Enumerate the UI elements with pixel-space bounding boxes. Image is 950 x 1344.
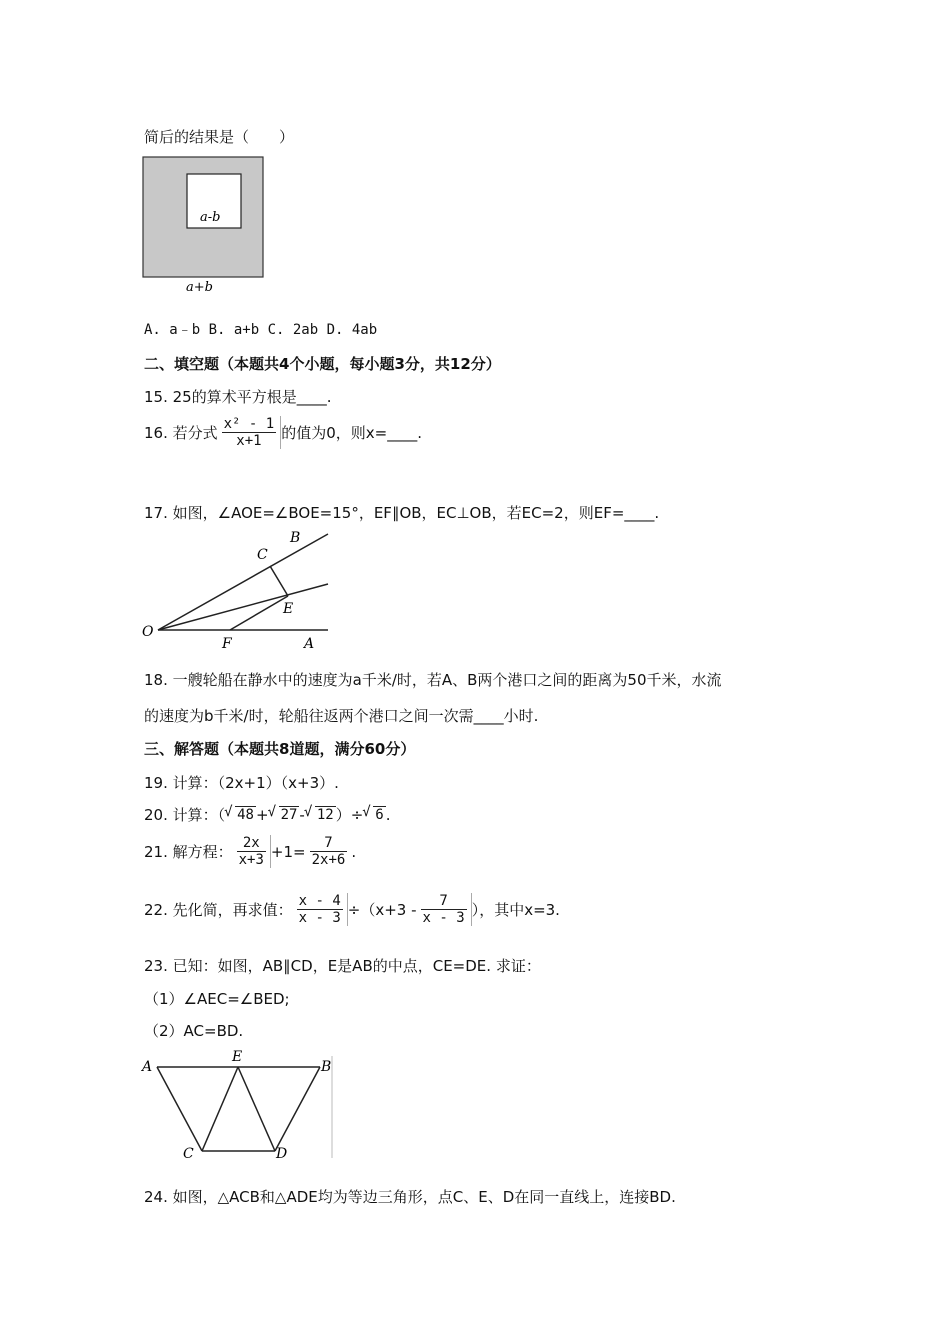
q17-angle-figure xyxy=(140,526,332,654)
q22-denominator-left: x - 3 xyxy=(298,910,341,926)
q20-sqrt-48: √ 48 xyxy=(235,806,256,823)
q14-square-figure xyxy=(142,156,267,296)
segment-ec xyxy=(202,1067,238,1151)
label-e: E xyxy=(283,601,294,617)
q16-prefix: 16. 若分式 xyxy=(144,424,218,442)
q22-line xyxy=(144,893,560,926)
label-b: B xyxy=(290,530,301,546)
q16-denominator: x+1 xyxy=(222,432,277,449)
q20-sqrt-27: √ 27 xyxy=(279,806,300,823)
q20-line xyxy=(144,804,391,825)
q21-fraction-left xyxy=(233,835,271,868)
q22-numerator-right: 7 xyxy=(439,893,448,909)
segment-ef xyxy=(230,596,288,630)
q22-numerator-left: x - 4 xyxy=(298,893,341,909)
q20-end: . xyxy=(385,805,391,824)
label-o: O xyxy=(142,624,154,640)
q23-text: 23. 已知：如图，AB∥CD，E是AB的中点，CE=DE. 求证： xyxy=(144,957,541,975)
q19-text: 19. 计算：（2x+1）（x+3）. xyxy=(144,774,339,792)
ray-ob xyxy=(158,534,328,630)
q22-denominator-right: x - 3 xyxy=(422,910,465,926)
q21-end: . xyxy=(351,842,357,861)
q20-plus: + xyxy=(255,805,269,824)
section3-heading: 三、解答题（本题共8道题，满分60分） xyxy=(144,740,416,758)
q14-options: A. a﹣b B. a+b C. 2ab D. 4ab xyxy=(144,322,378,338)
inner-square-label: a-b xyxy=(200,210,221,225)
q21-numerator-right: 7 xyxy=(324,835,333,851)
q21-prefix: 21. 解方程： xyxy=(144,843,233,861)
section2-heading: 二、填空题（本题共4个小题，每小题3分，共12分） xyxy=(144,355,501,373)
q18-line1: 18. 一艘轮船在静水中的速度为a千米/时，若A、B两个港口之间的距离为50千米，水流 xyxy=(144,671,722,689)
q18-line2: 的速度为b千米/时，轮船往返两个港口之间一次需____小时. xyxy=(144,707,539,725)
q23-trapezoid-figure xyxy=(140,1044,336,1164)
segment-ac xyxy=(157,1067,202,1151)
q21-numerator-left: 2x xyxy=(242,835,260,851)
q16-suffix: 的值为0，则x=____. xyxy=(281,424,422,442)
label-b: B xyxy=(321,1059,332,1075)
segment-ec xyxy=(270,566,288,596)
label-f: F xyxy=(222,636,232,652)
q23-part2: （2）AC=BD. xyxy=(144,1022,244,1040)
q16-fraction xyxy=(218,416,282,449)
q21-middle: +1= xyxy=(270,842,306,861)
q22-prefix: 22. 先化简，再求值： xyxy=(144,901,293,919)
q21-denominator-right: 2x+6 xyxy=(311,852,346,868)
q22-end: ），其中x=3. xyxy=(471,901,560,919)
q14-tail: 简后的结果是（ ） xyxy=(144,128,295,146)
q20-minus: - xyxy=(299,805,305,824)
label-c: C xyxy=(183,1146,194,1162)
label-c: C xyxy=(257,547,268,563)
q21-denominator-left: x+3 xyxy=(238,852,264,868)
segment-bd xyxy=(275,1067,320,1151)
q20-prefix: 20. 计算：（ xyxy=(144,806,226,824)
label-e: E xyxy=(232,1049,243,1065)
q21-line xyxy=(144,835,356,868)
segment-ed xyxy=(238,1067,275,1151)
q20-sqrt-6: √ 6 xyxy=(373,806,385,823)
q23-part1: （1）∠AEC=∠BED; xyxy=(144,990,290,1008)
label-d: D xyxy=(276,1146,288,1162)
q20-sqrt-12: √ 12 xyxy=(315,806,336,823)
q16-numerator: x² - 1 xyxy=(223,416,275,432)
outer-square-label: a+b xyxy=(186,280,213,295)
q17-text: 17. 如图，∠AOE=∠BOE=15°，EF∥OB，EC⊥OB，若EC=2，则EF=____. xyxy=(144,504,660,522)
q24-text: 24. 如图，△ACB和△ADE均为等边三角形，点C、E、D在同一直线上，连接BD. xyxy=(144,1188,676,1206)
q16-line xyxy=(144,416,422,449)
label-a: A xyxy=(142,1059,153,1075)
q20-divide: ）÷ xyxy=(335,806,364,824)
q21-fraction-right xyxy=(306,835,352,868)
label-a: A xyxy=(304,636,315,652)
q22-fraction-right xyxy=(417,893,472,926)
q22-fraction-left xyxy=(293,893,348,926)
q22-middle: ÷（x+3 - xyxy=(347,901,417,919)
q15-text: 15. 25的算术平方根是____. xyxy=(144,388,332,406)
